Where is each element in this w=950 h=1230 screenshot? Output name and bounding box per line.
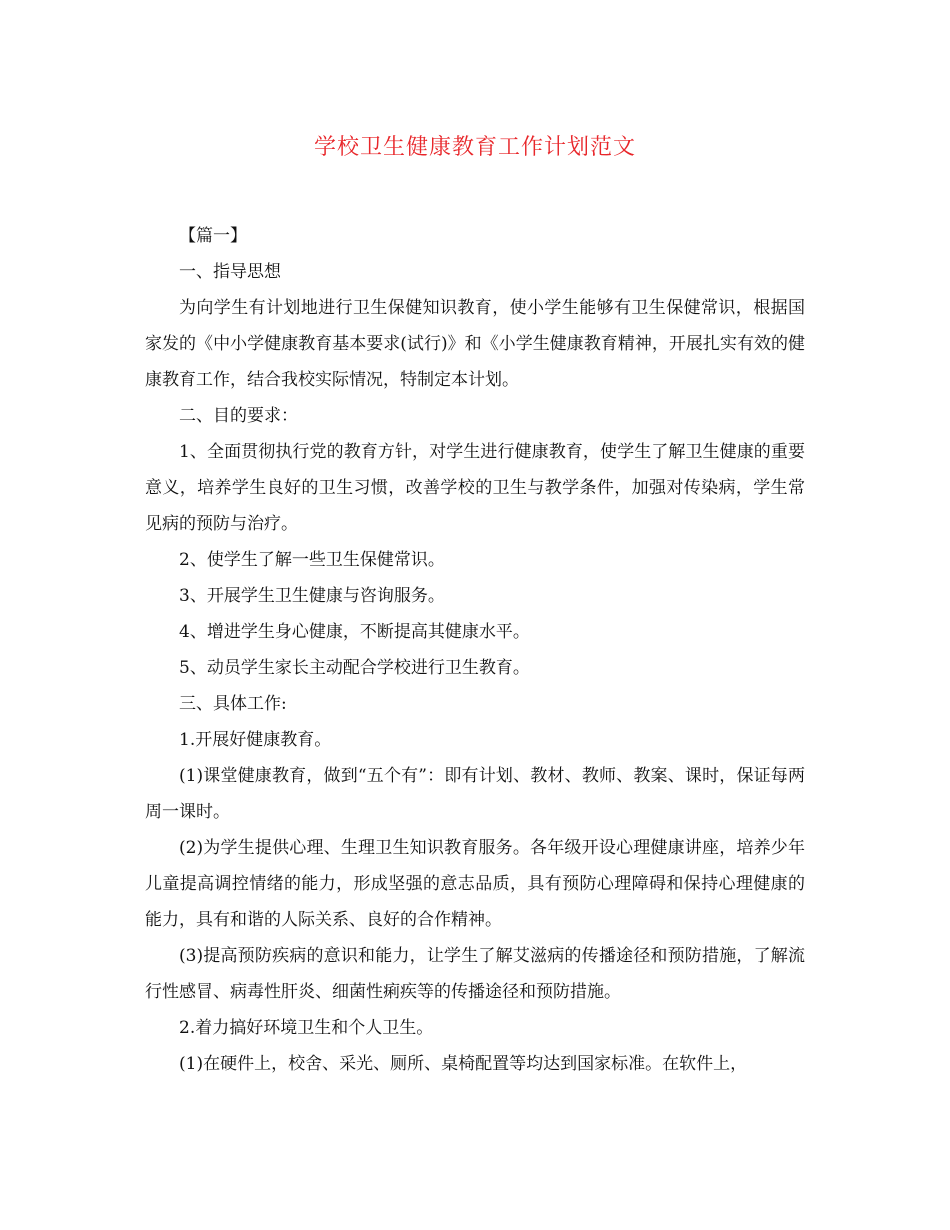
subheading: 2.着力搞好环境卫生和个人卫生。 — [179, 1018, 434, 1038]
heading-goals: 二、目的要求： — [179, 406, 298, 426]
paragraph: (3)提高预防疾病的意识和能力，让学生了解艾滋病的传播途径和预防措施，了解流行性感冒、病毒性肝炎、细菌性痢疾等的传播途径和预防措施。 — [145, 946, 805, 1002]
document-body — [145, 218, 805, 1082]
document-title: 学校卫生健康教育工作计划范文 — [313, 135, 636, 160]
paragraph: (1)课堂健康教育，做到“五个有”：即有计划、教材、教师、教案、课时，保证每两周一课时。 — [145, 766, 805, 822]
paragraph: 为向学生有计划地进行卫生保健知识教育，使小学生能够有卫生保健常识，根据国家发的《中小学健康教育基本要求(试行)》和《小学生健康教育精神，开展扎实有效的健康教育工作，结合我校实际情况，特制定本计划。 — [145, 298, 805, 390]
paragraph: (1)在硬件上，校舍、采光、厕所、桌椅配置等均达到国家标准。在软件上， — [179, 1054, 748, 1074]
list-item: 4、增进学生身心健康，不断提高其健康水平。 — [179, 622, 530, 642]
list-item: 5、动员学生家长主动配合学校进行卫生教育。 — [179, 658, 530, 678]
heading-guiding-ideology: 一、指导思想 — [179, 262, 281, 282]
subheading: 1.开展好健康教育。 — [179, 730, 332, 750]
list-item: 2、使学生了解一些卫生保健常识。 — [179, 550, 445, 570]
heading-specific-work: 三、具体工作: — [179, 694, 287, 714]
list-item: 3、开展学生卫生健康与咨询服务。 — [179, 586, 445, 606]
paragraph: (2)为学生提供心理、生理卫生知识教育服务。各年级开设心理健康讲座，培养少年儿童提高调控情绪的能力，形成坚强的意志品质，具有预防心理障碍和保持心理健康的能力，具有和谐的人际关系、良好的合作精神。 — [145, 838, 805, 930]
section-label: 【篇一】 — [179, 226, 247, 246]
list-item: 1、全面贯彻执行党的教育方针，对学生进行健康教育，使学生了解卫生健康的重要意义，培养学生良好的卫生习惯，改善学校的卫生与教学条件，加强对传染病，学生常见病的预防与治疗。 — [145, 442, 805, 534]
